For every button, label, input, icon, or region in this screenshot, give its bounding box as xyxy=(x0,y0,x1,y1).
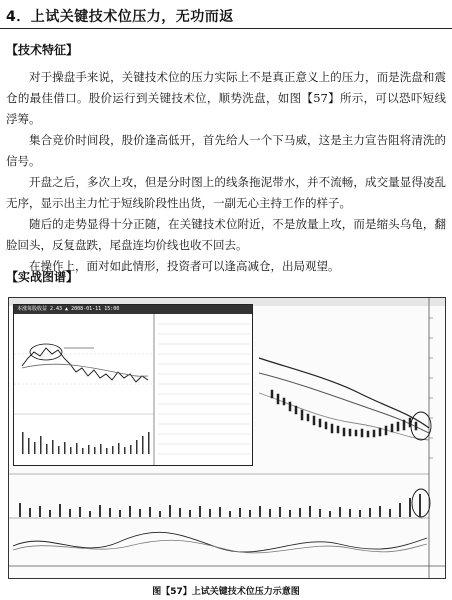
features-body xyxy=(6,67,446,277)
intraday-price-line xyxy=(14,314,252,465)
paragraph-5: 在操作上，面对如此情形，投资者可以逢高减仓，出局观望。 xyxy=(29,259,340,273)
section-title: 4．上试关键技术位压力，无功而返 xyxy=(6,9,234,25)
stock-chart-figure xyxy=(8,297,446,579)
paragraph-1: 对于操盘手来说，关键技术位的压力实际上不是真正意义上的压力，而是洗盘和震仓的最佳借口。股价运行到关键技术位，顺势洗盘，如图【57】所示，可以恐吓短线浮筹。 xyxy=(6,70,446,126)
features-heading: 【技术特征】 xyxy=(6,43,79,57)
figure-caption: 图【57】上试关键技术位压力示意图 xyxy=(152,587,300,597)
paragraph-3: 开盘之后，多次上攻，但是分时图上的线条拖泥带水，并不流畅，成交量显得凌乱无序，显示出主力忙于短线阶段性出货，一副无心主持工作的样子。 xyxy=(6,175,446,210)
paragraph-4: 随后的走势显得十分正随，在关键技术位附近，不是放量上攻，而是缩头乌龟，翻脸回头，反复盘跌，尾盘连均价线也收不回去。 xyxy=(6,217,446,252)
paragraph-2: 集合竞价时间段，股价逢高低开，首先给人一个下马威，这是主力宣告阻将清洗的信号。 xyxy=(6,133,446,168)
inset-header: 本涨每股收益 2.43 ▲ 2008-01-11 15:00 xyxy=(14,305,252,314)
title-divider xyxy=(0,28,452,29)
chart-heading: 【实战图谱】 xyxy=(6,270,79,284)
intraday-inset-chart xyxy=(13,304,253,466)
